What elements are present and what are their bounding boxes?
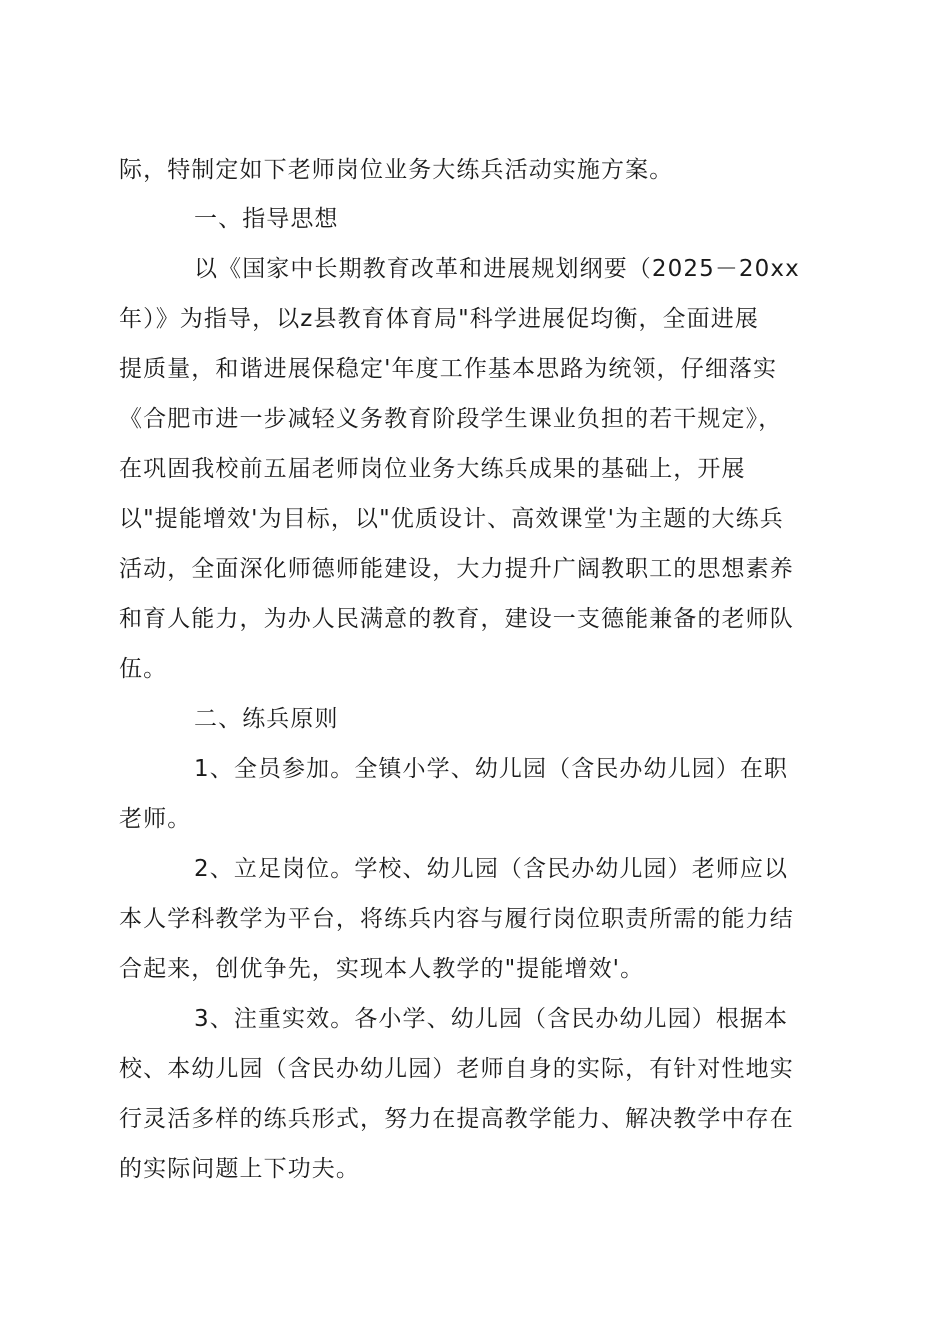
paragraph-line: 本人学科教学为平台，将练兵内容与履行岗位职责所需的能力结 — [119, 906, 794, 932]
paragraph-line: 和育人能力，为办人民满意的教育，建设一支德能兼备的老师队 — [119, 606, 794, 632]
paragraph-line: 伍。 — [119, 656, 168, 682]
paragraph-line: 2、立足岗位。学校、幼儿园（含民办幼儿园）老师应以 — [194, 856, 789, 882]
paragraph-line: 的实际问题上下功夫。 — [119, 1156, 360, 1182]
paragraph-line: 校、本幼儿园（含民办幼儿园）老师自身的实际，有针对性地实 — [119, 1056, 794, 1082]
paragraph-line: 1、全员参加。全镇小学、幼儿园（含民办幼儿园）在职 — [194, 756, 789, 782]
paragraph-line: 以"提能增效'为目标，以"优质设计、高效课堂'为主题的大练兵 — [119, 506, 784, 532]
paragraph-line: 《合肥市进一步减轻义务教育阶段学生课业负担的若干规定》， — [119, 406, 783, 432]
section-heading-training-principles: 二、练兵原则 — [194, 706, 339, 732]
paragraph-line: 合起来，创优争先，实现本人教学的"提能增效'。 — [119, 956, 645, 982]
paragraph-line: 老师。 — [119, 806, 192, 832]
paragraph-line: 年）》为指导，以z县教育体育局"科学进展促均衡，全面进展 — [119, 306, 759, 332]
paragraph-line: 以《国家中长期教育改革和进展规划纲要（2025－20xx — [194, 256, 800, 282]
paragraph-line: 3、注重实效。各小学、幼儿园（含民办幼儿园）根据本 — [194, 1006, 789, 1032]
paragraph-line: 提质量，和谐进展保稳定'年度工作基本思路为统领，仔细落实 — [119, 356, 778, 382]
section-heading-guiding-ideology: 一、指导思想 — [194, 206, 339, 232]
text-line: 际，特制定如下老师岗位业务大练兵活动实施方案。 — [119, 157, 674, 183]
paragraph-line: 活动，全面深化师德师能建设，大力提升广阔教职工的思想素养 — [119, 556, 794, 582]
paragraph-line: 在巩固我校前五届老师岗位业务大练兵成果的基础上，开展 — [119, 456, 746, 482]
paragraph-line: 行灵活多样的练兵形式，努力在提高教学能力、解决教学中存在 — [119, 1106, 794, 1132]
